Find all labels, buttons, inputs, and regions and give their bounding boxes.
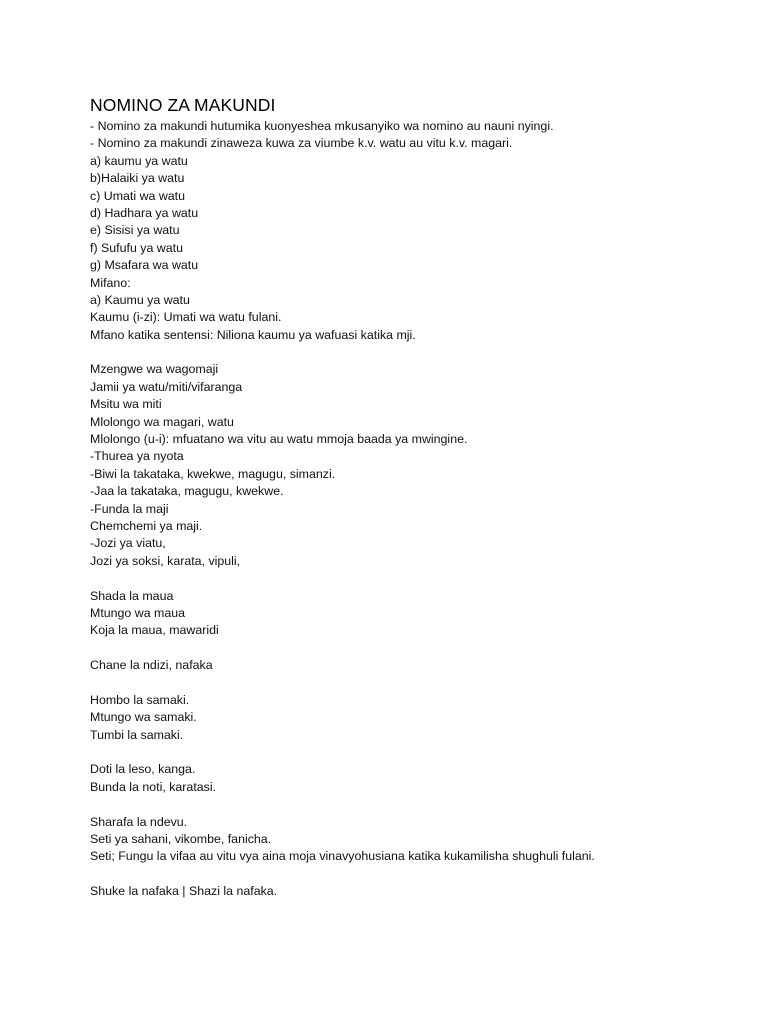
text-line: Msitu wa miti xyxy=(90,397,162,412)
text-line: Mlolongo wa magari, watu xyxy=(90,414,234,429)
list-item: a) kaumu ya watu xyxy=(90,153,188,168)
blank-line xyxy=(90,570,730,587)
list-item: g) Msafara wa watu xyxy=(90,258,199,273)
text-line: -Thurea ya nyota xyxy=(90,449,184,464)
blank-line xyxy=(90,344,730,361)
text-line: Doti la leso, kanga. xyxy=(90,762,196,777)
text-line: Shuke la nafaka | Shazi la nafaka. xyxy=(90,884,278,899)
blank-line xyxy=(90,640,730,657)
text-line: Mlolongo (u-i): mfuatano wa vitu au watu mmoja baada ya mwingine. xyxy=(90,432,468,447)
document-title: NOMINO ZA MAKUNDI xyxy=(90,95,276,115)
text-line: Hombo la samaki. xyxy=(90,692,190,707)
text-line: - Nomino za makundi zinaweza kuwa za viumbe k.v. watu au vitu k.v. magari. xyxy=(90,136,513,151)
text-line: Tumbi la samaki. xyxy=(90,727,184,742)
text-line: Jozi ya soksi, karata, vipuli, xyxy=(90,553,241,568)
blank-line xyxy=(90,675,730,692)
blank-line xyxy=(90,796,730,813)
text-line: Mzengwe wa wagomaji xyxy=(90,362,219,377)
text-line: -Jozi ya viatu, xyxy=(90,536,166,551)
text-line: Mtungo wa samaki. xyxy=(90,710,197,725)
section-heading: Mifano: xyxy=(90,275,131,290)
text-line: Chemchemi ya maji. xyxy=(90,518,203,533)
text-line: - Nomino za makundi hutumika kuonyeshea mkusanyiko wa nomino au nauni nyingi. xyxy=(90,119,554,133)
text-line: Sharafa la ndevu. xyxy=(90,814,188,829)
text-line: Seti ya sahani, vikombe, fanicha. xyxy=(90,832,272,847)
list-item: d) Hadhara ya watu xyxy=(90,205,199,220)
blank-line xyxy=(90,866,730,883)
list-item: f) Sufufu ya watu xyxy=(90,240,183,255)
text-line: Jamii ya watu/miti/vifaranga xyxy=(90,379,243,394)
text-line: Koja la maua, mawaridi xyxy=(90,623,219,638)
text-line: Kaumu (i-zi): Umati wa watu fulani. xyxy=(90,310,282,325)
text-line: Mtungo wa maua xyxy=(90,605,186,620)
text-line: Bunda la noti, karatasi. xyxy=(90,779,217,794)
text-line: -Biwi la takataka, kwekwe, magugu, simanzi. xyxy=(90,466,336,481)
text-line: Chane la ndizi, nafaka xyxy=(90,658,213,673)
text-line: -Funda la maji xyxy=(90,501,169,516)
list-item: b)Halaiki ya watu xyxy=(90,171,185,186)
list-item: e) Sisisi ya watu xyxy=(90,223,180,238)
text-line: Shada la maua xyxy=(90,588,174,603)
blank-line xyxy=(90,744,730,761)
document-body xyxy=(90,118,730,901)
text-line: Mfano katika sentensi: Niliona kaumu ya wafuasi katika mji. xyxy=(90,327,416,342)
document-page xyxy=(90,94,730,901)
text-line: -Jaa la takataka, magugu, kwekwe. xyxy=(90,484,284,499)
text-line: Seti; Fungu la vifaa au vitu vya aina moja vinavyohusiana katika kukamilisha shughuli fulani. xyxy=(90,849,595,864)
list-item: c) Umati wa watu xyxy=(90,188,186,203)
text-line: a) Kaumu ya watu xyxy=(90,292,190,307)
